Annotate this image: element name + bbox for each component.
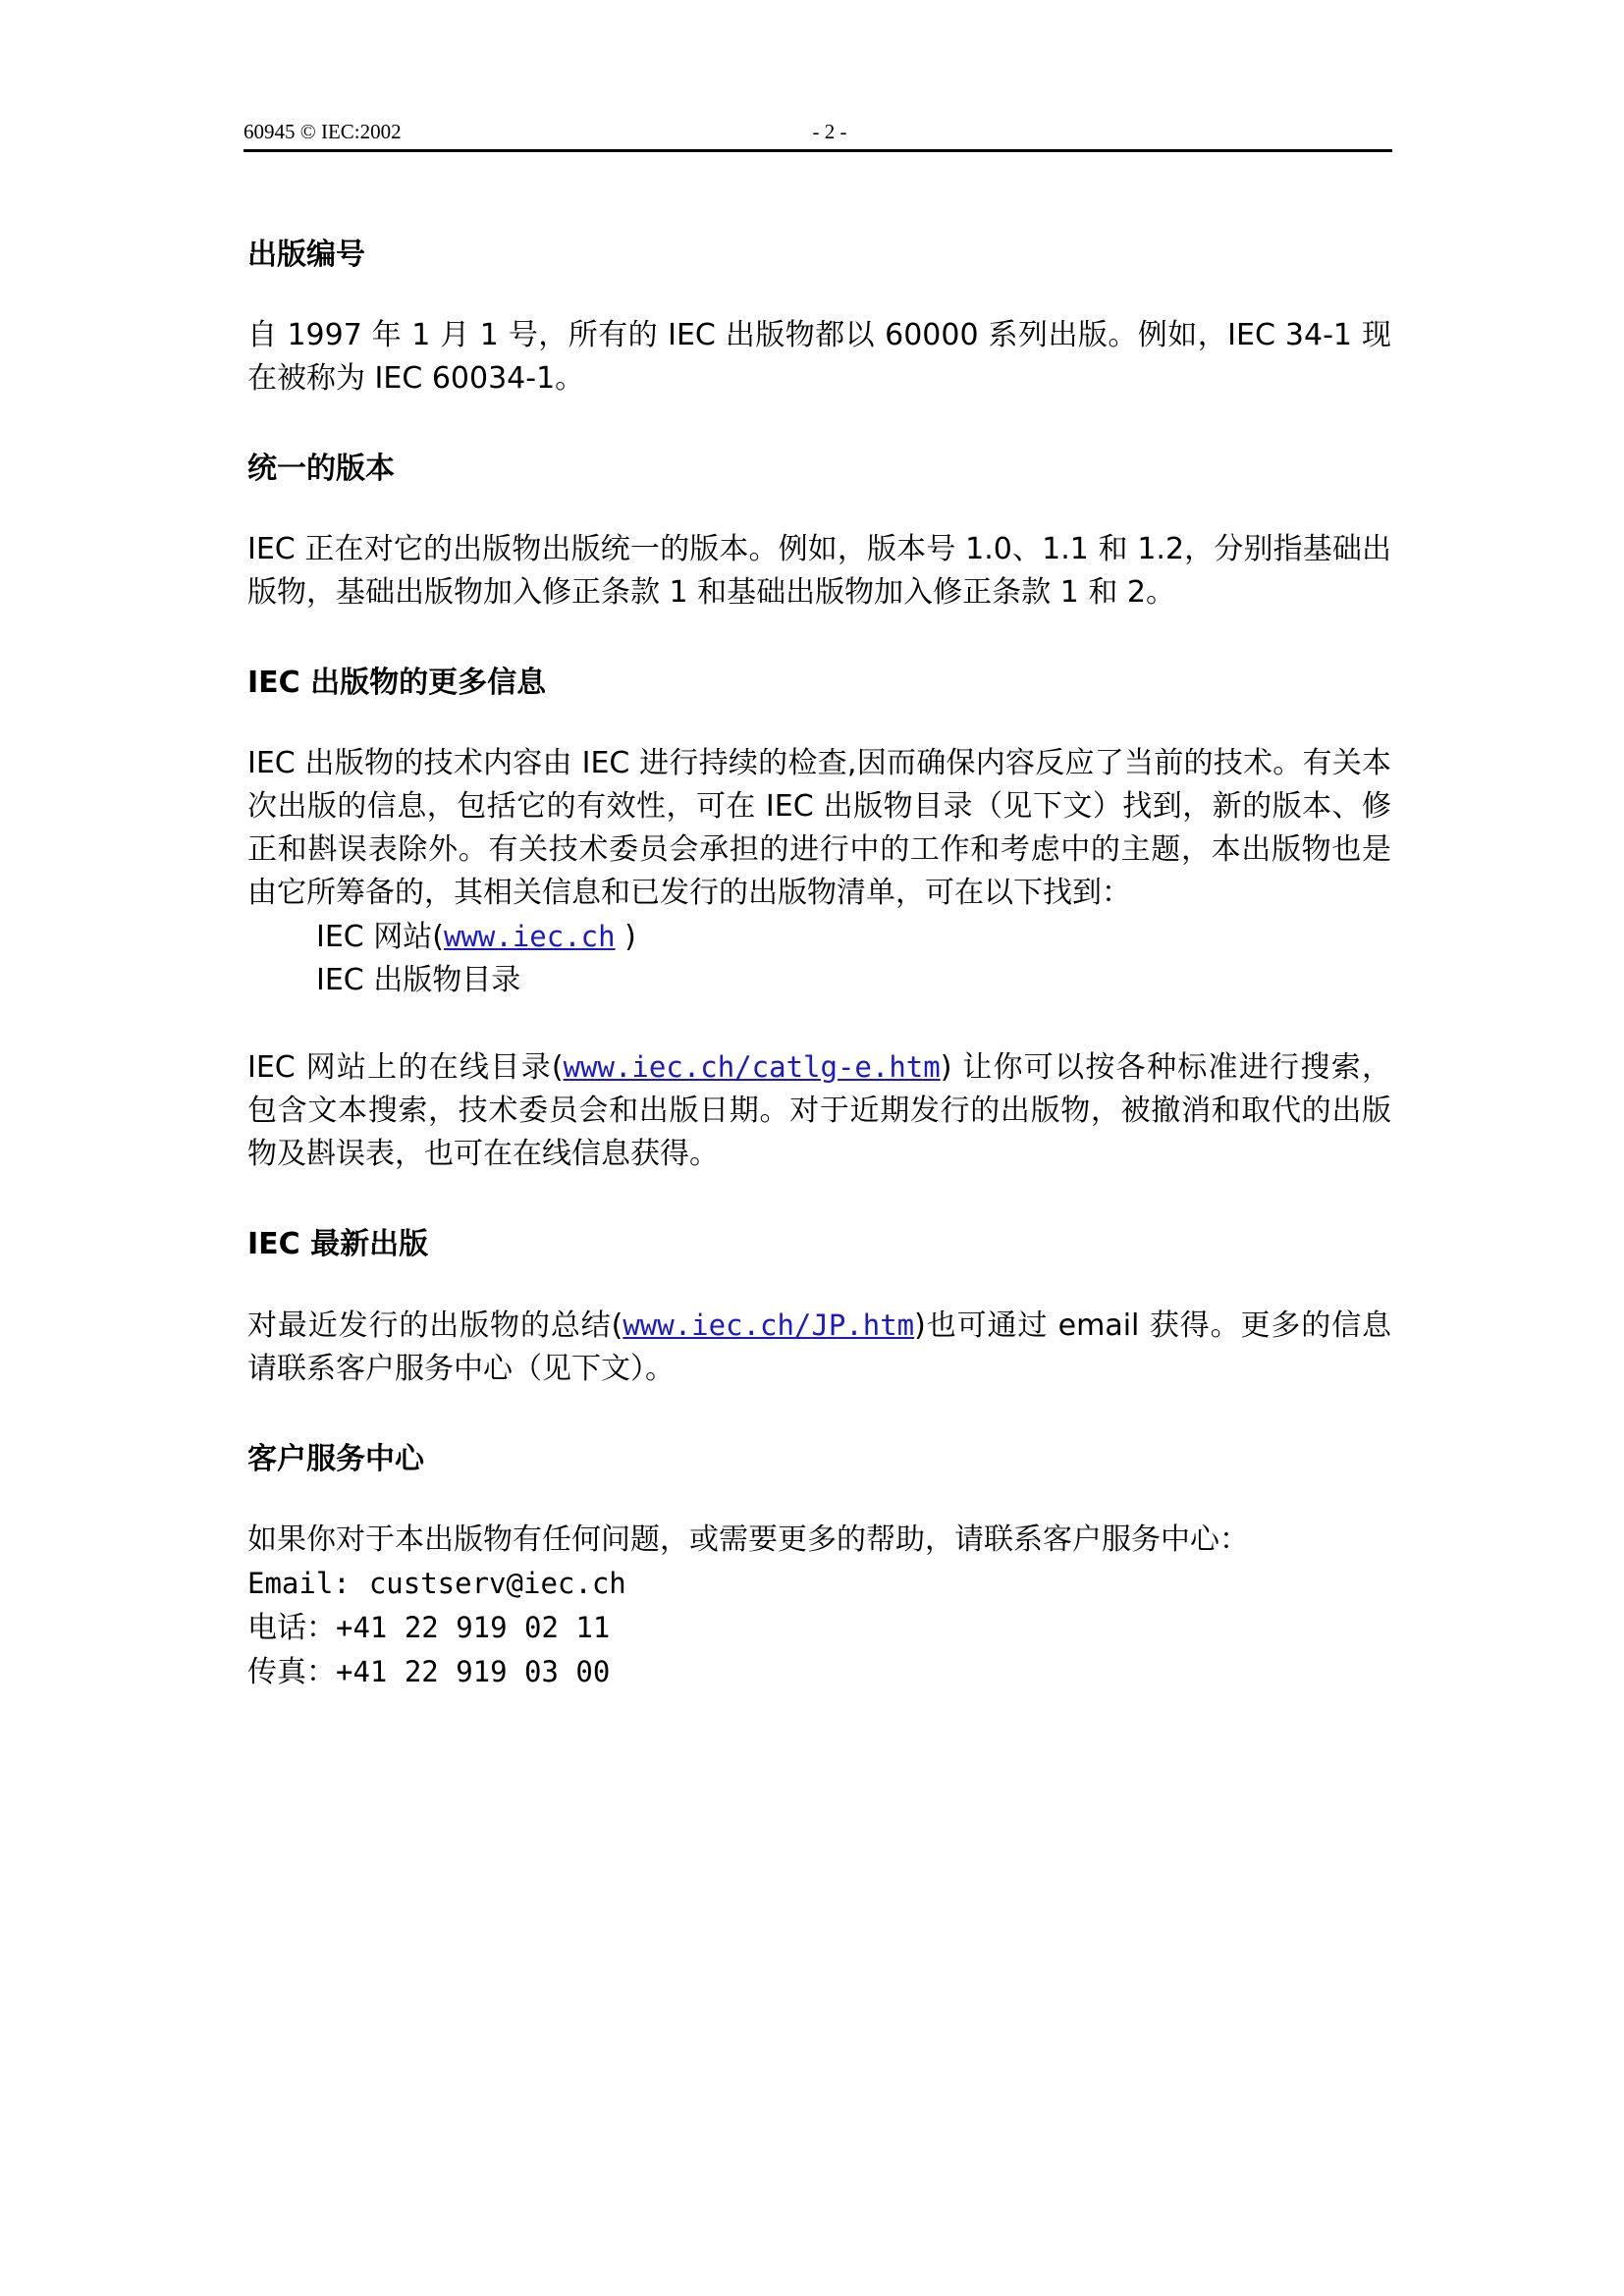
paragraph-more-info: IEC 出版物的技术内容由 IEC 进行持续的检查,因而确保内容反应了当前的技术。有关本次出版的信息，包括它的有效性，可在 IEC 出版物目录（见下文）找到，新的版本、修正和斟误表除外。有关技术委员会承担的进行中的工作和考虑中的主题，本出版物也是由它所筹备的，其相关信息和已发行的出版物清单，可在以下找到： [247,746,1391,910]
document-reference: 60945 © IEC:2002 [244,120,402,143]
paragraph-online-catalogue: IEC 网站上的在线目录(www.iec.ch/catlg-e.htm) 让你可以按各种标准进行搜索，包含文本搜索，技术委员会和出版日期。对于近期发行的出版物，被撤消和取代的出版物及斟误表，也可在在线信息获得。 [247,1050,1391,1171]
link-iec-website[interactable]: www.iec.ch [444,920,616,953]
paragraph-customer-service: 如果你对于本出版物有任何问题，或需要更多的帮助，请联系客户服务中心： [247,1522,1249,1557]
list-item-catalogue: IEC 出版物目录 [316,963,521,997]
section-title-numbering: 出版编号 [247,238,365,272]
contact-phone: 电话：+41 22 919 02 11 [247,1611,611,1645]
list-item-website: IEC 网站(www.iec.ch ) [316,920,636,954]
section-more-info [247,664,1391,1176]
page-header [244,116,1392,152]
email-address: custserv@iec.ch [368,1567,626,1600]
contact-fax: 传真：+41 22 919 03 00 [247,1655,611,1689]
phone-number: +41 22 919 02 11 [336,1611,611,1644]
page-number: - 2 - [812,120,847,143]
section-customer-service [247,1440,1391,1694]
fax-number: +41 22 919 03 00 [336,1655,611,1688]
section-numbering [247,236,1391,400]
section-title-more-info: IEC 出版物的更多信息 [247,666,547,700]
document-body [247,236,1391,1694]
section-title-customer-service: 客户服务中心 [247,1442,424,1476]
section-title-just-published: IEC 最新出版 [247,1227,429,1261]
section-title-consolidated: 统一的版本 [247,452,395,486]
paragraph-consolidated: IEC 正在对它的出版物出版统一的版本。例如，版本号 1.0、1.1 和 1.2，分别指基础出版物，基础出版物加入修正条款 1 和基础出版物加入修正条款 1 和 2。 [247,532,1391,610]
section-just-published [247,1225,1391,1391]
paragraph-numbering: 自 1997 年 1 月 1 号，所有的 IEC 出版物都以 60000 系列出版。例如，IEC 34-1 现在被称为 IEC 60034-1。 [247,318,1391,396]
contact-email: Email: custserv@iec.ch [247,1567,626,1600]
section-consolidated [247,450,1391,614]
link-just-published[interactable]: www.iec.ch/JP.htm [623,1308,915,1342]
link-online-catalogue[interactable]: www.iec.ch/catlg-e.htm [563,1050,941,1084]
paragraph-just-published: 对最近发行的出版物的总结(www.iec.ch/JP.htm)也可通过 email 获得。更多的信息请联系客户服务中心（见下文）。 [247,1308,1391,1386]
